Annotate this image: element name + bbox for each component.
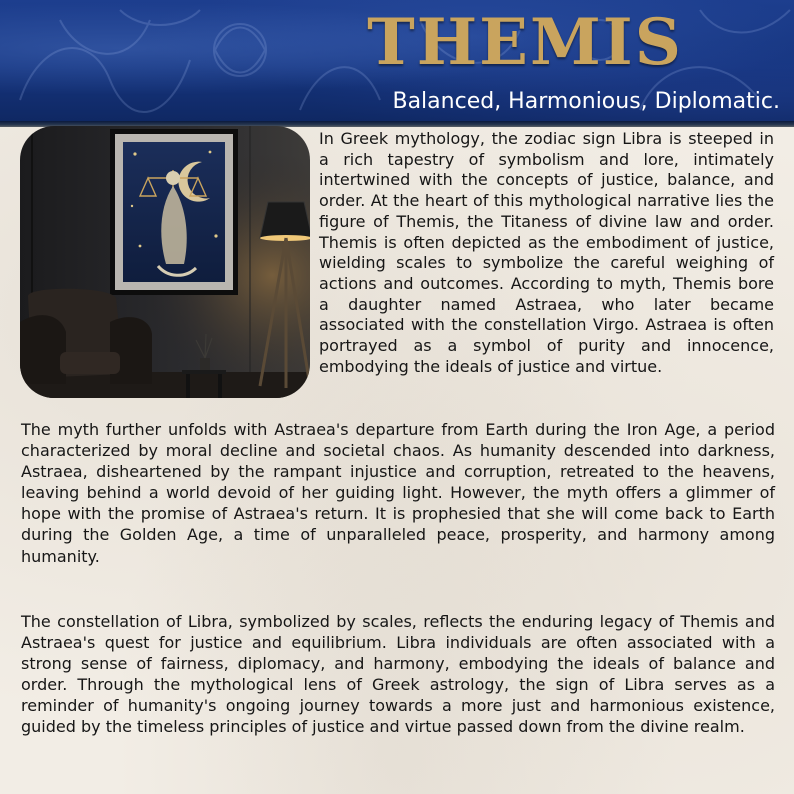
paragraph-astraea: The myth further unfolds with Astraea's departure from Earth during the Iron Age, a period characterized by moral decline and societal chaos. As humanity descended into darkness, Astraea, disheartened by the rampant injustice and corruption, retreated to the heavens, leaving behind a world devoid of her guiding light. However, the myth offers a glimmer of hope with the promise of Astraea's return. It is prophesied that she will come back to Earth during the Golden Age, a time of unparalleled peace, prosperity, and harmony among humanity. bbox=[21, 420, 775, 566]
header-banner bbox=[0, 0, 794, 121]
paragraph-intro: In Greek mythology, the zodiac sign Libra is steeped in a rich tapestry of symbolism and lore, intimately intertwined with the concepts of justice, balance, and order. At the heart of this mythological narrative lies the figure of Themis, the Titaness of divine law and order. Themis is often depicted as the embodiment of justice, wielding scales to symbolize the careful weighing of actions and outcomes. According to myth, Themis bore a daughter named Astraea, who later became associated with the constellation Virgo. Astraea is often portrayed as a symbol of purity and innocence, embodying the ideals of justice and virtue. bbox=[319, 129, 774, 376]
page-subtitle: Balanced, Harmonious, Diplomatic. bbox=[392, 89, 780, 114]
room-illustration bbox=[20, 126, 310, 398]
page-title: THEMIS bbox=[367, 5, 683, 80]
paragraph-libra: The constellation of Libra, symbolized by scales, reflects the enduring legacy of Themis and Astraea's quest for justice and equilibrium. Libra individuals are often associated with a strong sense of fairness, diplomacy, and harmony, embodying the ideals of balance and order. Through the mythological lens of Greek astrology, the sign of Libra serves as a reminder of humanity's ongoing journey towards a more just and harmonious existence, guided by the timeless principles of justice and virtue passed down from the divine realm. bbox=[21, 612, 775, 737]
